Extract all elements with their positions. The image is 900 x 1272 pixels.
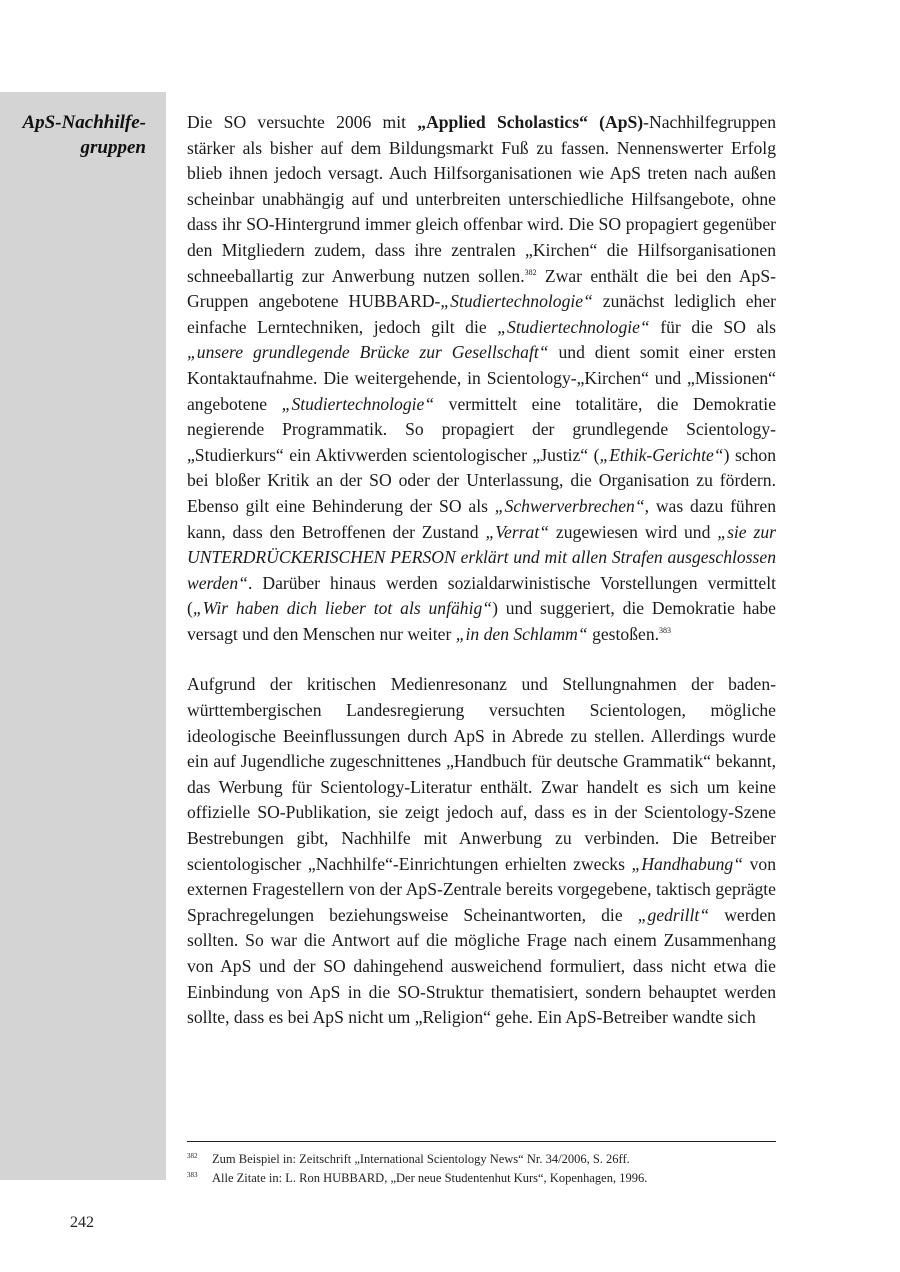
footnote-number: 383 — [187, 1171, 198, 1179]
italic-quote: „in den Schlamm“ — [455, 623, 588, 644]
footnote-383 — [187, 1169, 776, 1188]
italic-quote: „Wir haben dich lieber tot als unfähig“ — [192, 598, 493, 619]
footnote-number: 382 — [187, 1152, 198, 1160]
text-run: Die SO versuchte 2006 mit — [187, 112, 418, 132]
italic-quote: „sie zur UNTERDRÜCKERISCHEN PERSON erklärt und mit allen Strafen ausgeschlossen werden“ — [187, 521, 776, 593]
italic-quote: „Handhabung“ — [631, 853, 743, 874]
text-run: zunächst lediglich eher einfache Lerntechniken, jedoch gilt die — [187, 291, 776, 337]
body-text — [187, 110, 776, 1031]
bold-term: „Applied Scholastics“ (ApS) — [417, 112, 644, 132]
text-run: werden sollten. So war die Antwort auf die mögliche Frage nach einem Zusammenhang von ApS und der SO dahingehend ausweichend formuliert, dass nicht etwa die Einbindung von ApS in die SO-Struktur thematisiert, sondern behauptet werden sollte, dass es bei ApS nicht um „Religion“ gehe. Ein ApS-Betreiber wandte sich — [187, 904, 776, 1028]
margin-heading-line-2: gruppen — [80, 137, 146, 158]
italic-quote: „Verrat“ — [485, 521, 550, 542]
margin-heading-line-1: ApS-Nachhilfe- — [22, 112, 146, 133]
text-run: gestoßen. — [587, 623, 660, 644]
italic-quote: „Ethik-Gerichte“ — [599, 444, 724, 465]
footnote-382 — [187, 1150, 776, 1169]
text-run: zugewiesen wird und — [549, 521, 718, 542]
italic-quote: „unsere grundlegende Brücke zur Gesellschaft“ — [187, 342, 549, 363]
text-run: -Nachhilfegruppen stärker als bisher auf dem Bildungsmarkt Fuß zu fassen. Nennenswerter Erfolg blieb ihnen jedoch versagt. Auch Hilfsorganisationen wie ApS treten nach außen scheinbar unabhängig auf und unterbreiten unterschiedliche Hilfsangebote, ohne dass ihr SO-Hintergrund immer gleich offenbar wird. Die SO propagiert gegenüber den Mitgliedern zudem, dass ihre zentralen „Kirchen“ die Hilfsorganisationen schneeballartig zur Anwerbung nutzen sollen. — [187, 112, 777, 286]
text-run: ) und suggeriert, die Demokratie habe versagt und den Menschen nur weiter — [187, 598, 776, 644]
text-run: Aufgrund der kritischen Medienresonanz und Stellungnahmen der baden-württembergischen Landesregierung versuchten Scientologen, mögliche ideologische Beeinflussungen durch ApS in Abrede zu stellen. Allerdings wurde ein auf Jugendliche zugeschnittenes „Handbuch für deutsche Grammatik“ bekannt, das Werbung für Scientology-Literatur enthält. Zwar handelt es sich um keine offizielle SO-Publikation, sie zeigt jedoch auf, dass es in der Scientology-Szene Bestrebungen gibt, Nachhilfe mit Anwerbung zu verbinden. Die Betreiber scientologischer „Nachhilfe“-Einrichtungen erhielten zwecks — [187, 674, 776, 874]
italic-quote: „Studiertechnologie“ — [281, 393, 435, 414]
text-run: . Darüber hinaus werden sozialdarwinistische Vorstellungen vermittelt ( — [187, 572, 776, 619]
margin-heading — [0, 110, 146, 160]
text-run: für die SO als — [649, 316, 777, 337]
italic-quote: „Studiertechnologie“ — [497, 316, 650, 337]
footnote-ref-382[interactable]: 382 — [524, 267, 537, 277]
footnote-ref-383[interactable]: 383 — [659, 625, 672, 635]
footnote-text: Zum Beispiel in: Zeitschrift „International Scientology News“ Nr. 34/2006, S. 26ff. — [212, 1152, 630, 1166]
footnote-divider — [187, 1141, 776, 1142]
text-run: , was dazu führen kann, dass den Betroffenen der Zustand — [187, 495, 776, 542]
paragraph-1 — [187, 110, 776, 647]
page-number: 242 — [70, 1214, 94, 1231]
text-run: von externen Fragestellern von der ApS-Zentrale bereits vorgegebene, taktisch geprägte Sprachregelungen beziehungsweise Scheinantworten, die — [187, 853, 776, 925]
text-run: ) schon bei bloßer Kritik an der SO oder der Unterlassung, die Organisation zu fördern. Ebenso gilt eine Behinderung der SO als — [187, 444, 776, 516]
italic-quote: „Schwerverbrechen“ — [494, 495, 645, 516]
text-run: vermittelt eine totalitäre, die Demokratie negierende Programmatik. So propagiert der grundlegende Scientology-„Studierkurs“ ein Aktivwerden scientologischer „Justiz“ ( — [187, 393, 776, 465]
text-run: Zwar enthält die bei den ApS-Gruppen angebotene HUBBARD- — [187, 265, 776, 312]
margin-sidebar — [0, 92, 166, 1180]
italic-quote: „Studiertechnologie“ — [440, 291, 593, 312]
paragraph-2 — [187, 672, 776, 1030]
text-run: und dient somit einer ersten Kontaktaufnahme. Die weitergehende, in Scientology-„Kirchen“ und „Missionen“ angebotene — [187, 342, 777, 414]
italic-quote: „gedrillt“ — [637, 904, 710, 925]
footnote-text: Alle Zitate in: L. Ron HUBBARD, „Der neue Studentenhut Kurs“, Kopenhagen, 1996. — [212, 1171, 648, 1185]
footnotes — [187, 1150, 776, 1188]
